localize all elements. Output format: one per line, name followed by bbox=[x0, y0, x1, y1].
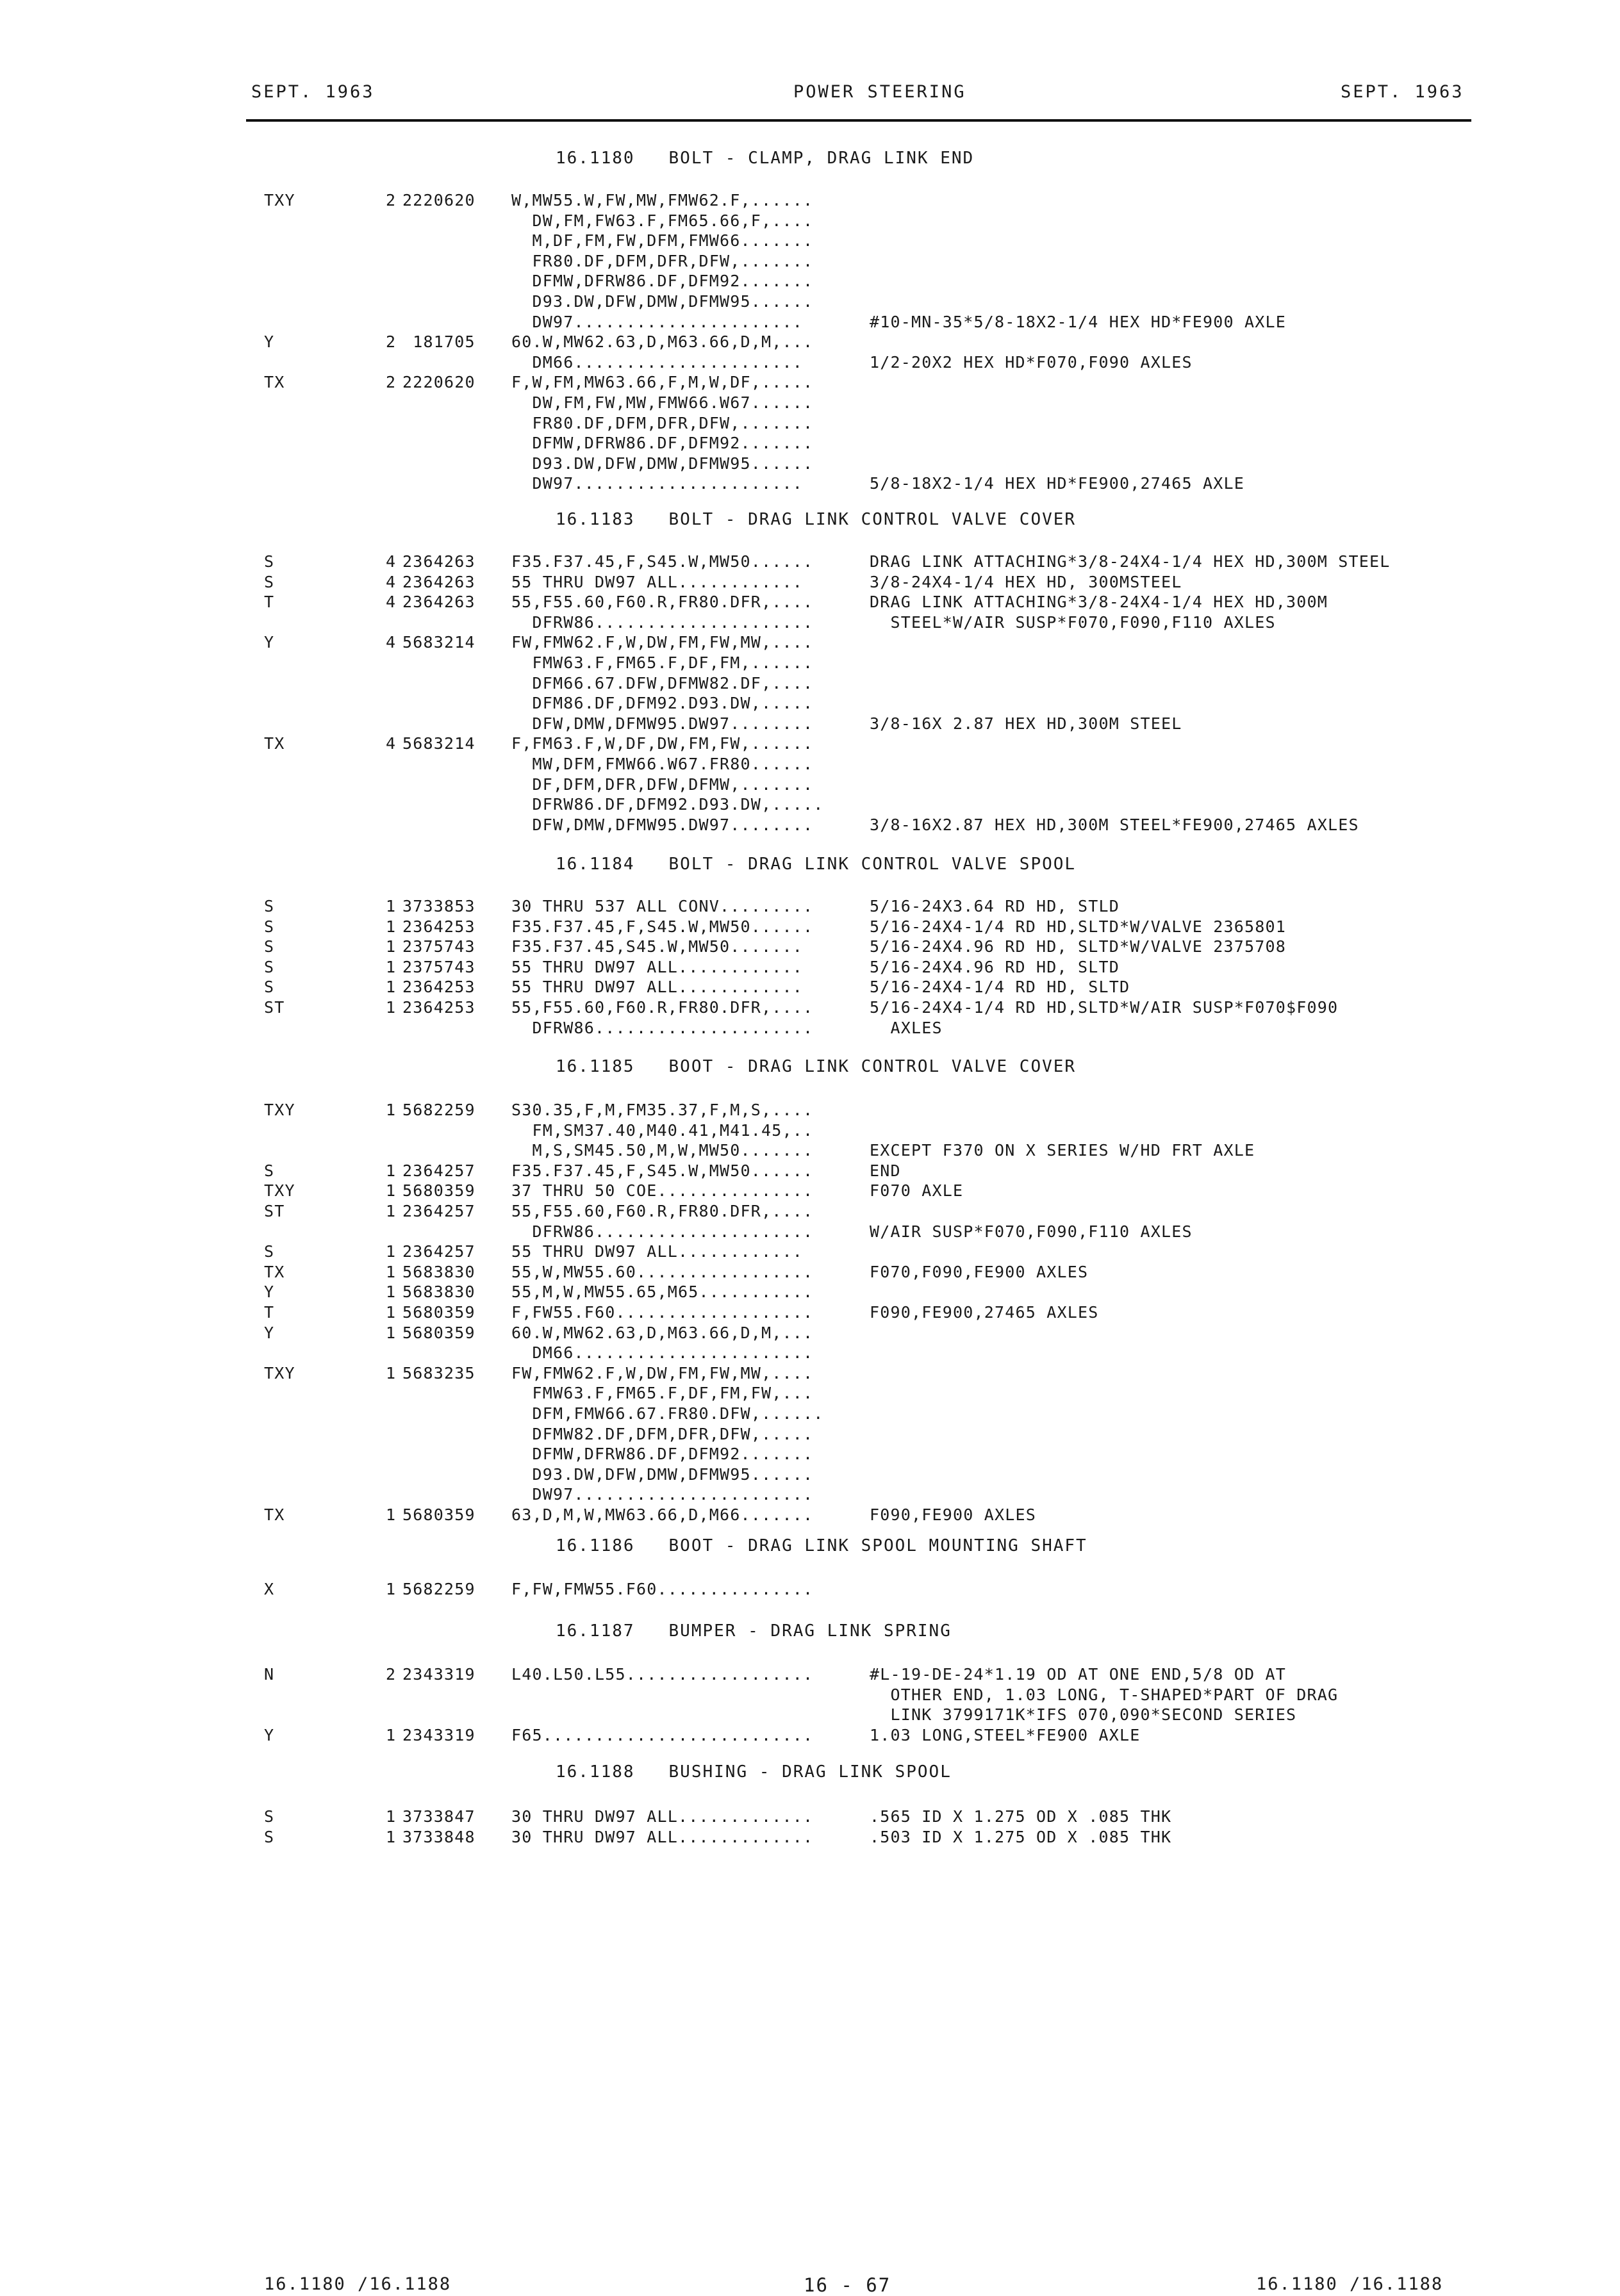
model-list: DFMW,DFRW86.DF,DFM92....... bbox=[511, 272, 814, 291]
part-number: 5683830 bbox=[402, 1262, 475, 1281]
parts-row bbox=[0, 714, 1620, 734]
parts-row bbox=[0, 775, 1620, 795]
model-list: DFRW86..................... bbox=[511, 612, 814, 632]
parts-row bbox=[0, 1828, 1620, 1848]
parts-row bbox=[0, 1364, 1620, 1384]
model-list: 55 THRU DW97 ALL............ bbox=[511, 957, 804, 976]
part-description: 5/16-24X3.64 RD HD, STLD bbox=[870, 897, 1120, 915]
model-list: DM66....................... bbox=[511, 1343, 814, 1363]
model-list: DFM86.DF,DFM92.D93.DW,..... bbox=[511, 694, 814, 713]
model-list: 30 THRU 537 ALL CONV......... bbox=[511, 897, 814, 915]
part-number: 3733853 bbox=[402, 897, 475, 915]
parts-row bbox=[0, 1384, 1620, 1404]
parts-row bbox=[0, 1181, 1620, 1201]
parts-row bbox=[0, 1580, 1620, 1600]
quantity: 1 bbox=[386, 1262, 397, 1281]
parts-row bbox=[0, 1465, 1620, 1485]
quantity: 1 bbox=[386, 1283, 397, 1302]
part-description: OTHER END, 1.03 LONG, T-SHAPED*PART OF DRAG bbox=[870, 1685, 1339, 1704]
section-title: 16.1186 BOOT - DRAG LINK SPOOL MOUNTING SHAFT bbox=[556, 1536, 1087, 1555]
part-number: 5680359 bbox=[402, 1505, 475, 1524]
part-description: 5/8-18X2-1/4 HEX HD*FE900,27465 AXLE bbox=[870, 474, 1245, 493]
model-list: M,DF,FM,FW,DFM,FMW66....... bbox=[511, 231, 814, 250]
quantity: 2 bbox=[386, 1665, 397, 1684]
model-list: FM,SM37.40,M40.41,M41.45,.. bbox=[511, 1120, 814, 1140]
usage-code: Y bbox=[264, 1283, 275, 1302]
model-list: FW,FMW62.F,W,DW,FM,FW,MW,.... bbox=[511, 1363, 814, 1382]
model-list: 30 THRU DW97 ALL............. bbox=[511, 1807, 814, 1826]
parts-row bbox=[0, 434, 1620, 454]
parts-row bbox=[0, 674, 1620, 694]
section-title: 16.1187 BUMPER - DRAG LINK SPRING bbox=[556, 1621, 952, 1641]
part-description: 1.03 LONG,STEEL*FE900 AXLE bbox=[870, 1725, 1141, 1744]
part-number: 2364253 bbox=[402, 998, 475, 1017]
part-description: 5/16-24X4.96 RD HD, SLTD*W/VALVE 2375708 bbox=[870, 937, 1287, 956]
parts-row bbox=[0, 272, 1620, 291]
parts-row bbox=[0, 1726, 1620, 1746]
model-list: 55 THRU DW97 ALL............ bbox=[511, 978, 804, 997]
quantity: 4 bbox=[386, 593, 397, 612]
header-date-left: SEPT. 1963 bbox=[251, 82, 375, 102]
parts-row bbox=[0, 937, 1620, 957]
parts-row bbox=[0, 1222, 1620, 1242]
part-description: F070,F090,FE900 AXLES bbox=[870, 1262, 1089, 1281]
model-list: 60.W,MW62.63,D,M63.66,D,M,... bbox=[511, 332, 814, 352]
part-description: EXCEPT F370 ON X SERIES W/HD FRT AXLE bbox=[870, 1141, 1255, 1160]
model-list: FR80.DF,DFM,DFR,DFW,....... bbox=[511, 251, 814, 270]
part-description: 5/16-24X4-1/4 RD HD,SLTD*W/AIR SUSP*F070$F090 bbox=[870, 998, 1339, 1017]
usage-code: Y bbox=[264, 633, 275, 652]
quantity: 1 bbox=[386, 1101, 397, 1119]
model-list: DFMW,DFRW86.DF,DFM92....... bbox=[511, 1445, 814, 1464]
quantity: 1 bbox=[386, 1181, 397, 1201]
model-list: F35.F37.45,F,S45.W,MW50...... bbox=[511, 917, 814, 936]
usage-code: N bbox=[264, 1665, 275, 1684]
part-description: .565 ID X 1.275 OD X .085 THK bbox=[870, 1807, 1172, 1826]
parts-row bbox=[0, 816, 1620, 835]
model-list: DM66...................... bbox=[511, 352, 804, 372]
usage-code: Y bbox=[264, 1725, 275, 1744]
model-list: F65.......................... bbox=[511, 1725, 814, 1744]
quantity: 4 bbox=[386, 633, 397, 652]
model-list: F,W,FM,MW63.66,F,M,W,DF,..... bbox=[511, 373, 814, 392]
model-list: F35.F37.45,F,S45.W,MW50...... bbox=[511, 552, 814, 571]
part-description: DRAG LINK ATTACHING*3/8-24X4-1/4 HEX HD,300M STEEL bbox=[870, 552, 1391, 571]
parts-row bbox=[0, 633, 1620, 653]
parts-row bbox=[0, 1263, 1620, 1283]
model-list: 55,W,MW55.60................. bbox=[511, 1262, 814, 1281]
quantity: 1 bbox=[386, 897, 397, 915]
part-number: 2364263 bbox=[402, 572, 475, 591]
usage-code: S bbox=[264, 978, 275, 997]
part-description: 5/16-24X4-1/4 RD HD, SLTD bbox=[870, 978, 1130, 997]
model-list: DW97....................... bbox=[511, 1485, 814, 1504]
quantity: 2 bbox=[386, 191, 397, 209]
usage-code: S bbox=[264, 1827, 275, 1846]
section-title: 16.1188 BUSHING - DRAG LINK SPOOL bbox=[556, 1762, 952, 1782]
part-number: 5683235 bbox=[402, 1363, 475, 1382]
model-list: 55,F55.60,F60.R,FR80.DFR,.... bbox=[511, 998, 814, 1017]
model-list: M,S,SM45.50,M,W,MW50....... bbox=[511, 1141, 814, 1160]
model-list: 55,F55.60,F60.R,FR80.DFR,.... bbox=[511, 1202, 814, 1220]
part-number: 2364257 bbox=[402, 1161, 475, 1180]
part-description: 3/8-16X 2.87 HEX HD,300M STEEL bbox=[870, 714, 1182, 733]
usage-code: TX bbox=[264, 734, 285, 753]
footer-range-right: 16.1180 /16.1188 bbox=[1256, 2274, 1444, 2294]
model-list: D93.DW,DFW,DMW,DFMW95...... bbox=[511, 1464, 814, 1484]
header-date-right: SEPT. 1963 bbox=[1341, 82, 1464, 102]
section-title: 16.1183 BOLT - DRAG LINK CONTROL VALVE COVER bbox=[556, 510, 1077, 529]
page-number: 16 - 67 bbox=[804, 2274, 891, 2296]
parts-row bbox=[0, 1101, 1620, 1120]
parts-row bbox=[0, 252, 1620, 272]
usage-code: S bbox=[264, 572, 275, 591]
usage-code: TXY bbox=[264, 1363, 295, 1382]
parts-row bbox=[0, 1485, 1620, 1505]
parts-row bbox=[0, 998, 1620, 1018]
model-list: F35.F37.45,S45.W,MW50....... bbox=[511, 937, 804, 956]
model-list: FMW63.F,FM65.F,DF,FM,...... bbox=[511, 653, 814, 672]
parts-row bbox=[0, 1283, 1620, 1302]
part-number: 181705 bbox=[402, 332, 475, 352]
parts-row bbox=[0, 1161, 1620, 1181]
part-number: 2364257 bbox=[402, 1202, 475, 1220]
quantity: 2 bbox=[386, 373, 397, 392]
parts-row bbox=[0, 1425, 1620, 1445]
part-description: END bbox=[870, 1161, 901, 1180]
usage-code: Y bbox=[264, 332, 275, 352]
model-list: DW97...................... bbox=[511, 312, 804, 331]
parts-row bbox=[0, 1665, 1620, 1685]
part-number: 5680359 bbox=[402, 1181, 475, 1201]
model-list: DFMW82.DF,DFM,DFR,DFW,..... bbox=[511, 1424, 814, 1443]
part-number: 2375743 bbox=[402, 937, 475, 956]
footer-range-left: 16.1180 /16.1188 bbox=[264, 2274, 452, 2294]
parts-row bbox=[0, 1141, 1620, 1161]
usage-code: TX bbox=[264, 373, 285, 392]
quantity: 1 bbox=[386, 1505, 397, 1524]
parts-row bbox=[0, 734, 1620, 754]
usage-code: S bbox=[264, 1161, 275, 1180]
quantity: 1 bbox=[386, 1202, 397, 1220]
model-list: 55 THRU DW97 ALL............ bbox=[511, 572, 804, 591]
model-list: DFRW86..................... bbox=[511, 1222, 814, 1241]
part-description: .503 ID X 1.275 OD X .085 THK bbox=[870, 1827, 1172, 1846]
model-list: DFM,FMW66.67.FR80.DFW,...... bbox=[511, 1404, 824, 1423]
usage-code: S bbox=[264, 917, 275, 936]
model-list: DFRW86..................... bbox=[511, 1018, 814, 1037]
usage-code: S bbox=[264, 1807, 275, 1826]
quantity: 1 bbox=[386, 1580, 397, 1598]
part-number: 2364253 bbox=[402, 978, 475, 997]
part-number: 2364253 bbox=[402, 917, 475, 936]
part-number: 2364257 bbox=[402, 1242, 475, 1261]
quantity: 1 bbox=[386, 1242, 397, 1261]
quantity: 1 bbox=[386, 1363, 397, 1382]
quantity: 4 bbox=[386, 734, 397, 753]
usage-code: TX bbox=[264, 1505, 285, 1524]
usage-code: S bbox=[264, 1242, 275, 1261]
model-list: DW,FM,FW63.F,FM65.66,F,.... bbox=[511, 211, 814, 230]
parts-row bbox=[0, 917, 1620, 937]
model-list: F,FM63.F,W,DF,DW,FM,FW,...... bbox=[511, 734, 814, 753]
usage-code: TXY bbox=[264, 1181, 295, 1201]
parts-row bbox=[0, 292, 1620, 312]
model-list: DF,DFM,DFR,DFW,DFMW,....... bbox=[511, 775, 814, 794]
part-description: 5/16-24X4.96 RD HD, SLTD bbox=[870, 957, 1120, 976]
model-list: FR80.DF,DFM,DFR,DFW,....... bbox=[511, 413, 814, 432]
model-list: DFW,DMW,DFMW95.DW97........ bbox=[511, 714, 814, 733]
usage-code: TX bbox=[264, 1262, 285, 1281]
part-number: 2364263 bbox=[402, 593, 475, 612]
parts-row bbox=[0, 1019, 1620, 1038]
parts-row bbox=[0, 231, 1620, 251]
part-number: 5682259 bbox=[402, 1580, 475, 1598]
usage-code: T bbox=[264, 1303, 275, 1322]
quantity: 2 bbox=[386, 332, 397, 352]
parts-row bbox=[0, 573, 1620, 593]
part-description: STEEL*W/AIR SUSP*F070,F090,F110 AXLES bbox=[870, 612, 1276, 632]
usage-code: S bbox=[264, 957, 275, 976]
usage-code: X bbox=[264, 1580, 275, 1598]
parts-row bbox=[0, 694, 1620, 714]
model-list: DFW,DMW,DFMW95.DW97........ bbox=[511, 815, 814, 834]
model-list: F,FW55.F60................... bbox=[511, 1303, 814, 1322]
model-list: 55 THRU DW97 ALL............ bbox=[511, 1242, 804, 1261]
part-number: 5680359 bbox=[402, 1303, 475, 1322]
model-list: 55,M,W,MW55.65,M65........... bbox=[511, 1283, 814, 1302]
part-description: LINK 3799171K*IFS 070,090*SECOND SERIES bbox=[870, 1705, 1297, 1725]
model-list: F35.F37.45,F,S45.W,MW50...... bbox=[511, 1161, 814, 1180]
part-number: 3733847 bbox=[402, 1807, 475, 1826]
quantity: 4 bbox=[386, 552, 397, 571]
part-description: #10-MN-35*5/8-18X2-1/4 HEX HD*FE900 AXLE bbox=[870, 312, 1287, 331]
part-description: DRAG LINK ATTACHING*3/8-24X4-1/4 HEX HD,300M bbox=[870, 593, 1328, 612]
model-list: D93.DW,DFW,DMW,DFMW95...... bbox=[511, 292, 814, 311]
quantity: 4 bbox=[386, 572, 397, 591]
model-list: DFRW86.DF,DFM92.D93.DW,..... bbox=[511, 795, 824, 814]
section-title: 16.1184 BOLT - DRAG LINK CONTROL VALVE SPOOL bbox=[556, 855, 1077, 874]
parts-row bbox=[0, 1324, 1620, 1343]
parts-row bbox=[0, 474, 1620, 494]
part-number: 5683214 bbox=[402, 633, 475, 652]
parts-row bbox=[0, 613, 1620, 633]
model-list: 37 THRU 50 COE............... bbox=[511, 1181, 814, 1201]
quantity: 1 bbox=[386, 998, 397, 1017]
part-number: 2220620 bbox=[402, 191, 475, 209]
model-list: DW97...................... bbox=[511, 474, 804, 493]
parts-row bbox=[0, 211, 1620, 231]
model-list: L40.L50.L55.................. bbox=[511, 1665, 814, 1684]
model-list: FMW63.F,FM65.F,DF,FM,FW,... bbox=[511, 1384, 814, 1403]
usage-code: T bbox=[264, 593, 275, 612]
parts-row bbox=[0, 653, 1620, 673]
model-list: F,FW,FMW55.F60............... bbox=[511, 1580, 814, 1598]
quantity: 1 bbox=[386, 1807, 397, 1826]
model-list: DW,FM,FW,MW,FMW66.W67...... bbox=[511, 393, 814, 412]
part-number: 5682259 bbox=[402, 1101, 475, 1119]
section-title: 16.1180 BOLT - CLAMP, DRAG LINK END bbox=[556, 149, 975, 168]
parts-row bbox=[0, 897, 1620, 917]
parts-row bbox=[0, 755, 1620, 775]
quantity: 1 bbox=[386, 1303, 397, 1322]
quantity: 1 bbox=[386, 1827, 397, 1846]
section-title: 16.1185 BOOT - DRAG LINK CONTROL VALVE COVER bbox=[556, 1057, 1077, 1076]
part-description: 3/8-24X4-1/4 HEX HD, 300MSTEEL bbox=[870, 572, 1182, 591]
model-list: D93.DW,DFW,DMW,DFMW95...... bbox=[511, 454, 814, 473]
parts-row bbox=[0, 795, 1620, 815]
part-description: 5/16-24X4-1/4 RD HD,SLTD*W/VALVE 2365801 bbox=[870, 917, 1287, 936]
quantity: 1 bbox=[386, 1323, 397, 1342]
model-list: MW,DFM,FMW66.W67.FR80...... bbox=[511, 755, 814, 773]
parts-row bbox=[0, 1505, 1620, 1525]
model-list: FW,FMW62.F,W,DW,FM,FW,MW,.... bbox=[511, 633, 814, 652]
usage-code: S bbox=[264, 552, 275, 571]
part-number: 2364263 bbox=[402, 552, 475, 571]
parts-row bbox=[0, 1121, 1620, 1141]
quantity: 1 bbox=[386, 937, 397, 956]
quantity: 1 bbox=[386, 1725, 397, 1744]
part-description: F070 AXLE bbox=[870, 1181, 964, 1201]
parts-row bbox=[0, 332, 1620, 352]
parts-row bbox=[0, 1807, 1620, 1827]
parts-row bbox=[0, 393, 1620, 413]
part-number: 5683830 bbox=[402, 1283, 475, 1302]
part-number: 2375743 bbox=[402, 957, 475, 976]
parts-row bbox=[0, 191, 1620, 211]
parts-row bbox=[0, 552, 1620, 572]
part-number: 5680359 bbox=[402, 1323, 475, 1342]
parts-row bbox=[0, 1685, 1620, 1705]
part-description: AXLES bbox=[870, 1018, 943, 1037]
parts-row bbox=[0, 454, 1620, 474]
model-list: 63,D,M,W,MW63.66,D,M66....... bbox=[511, 1505, 814, 1524]
usage-code: S bbox=[264, 937, 275, 956]
part-description: W/AIR SUSP*F070,F090,F110 AXLES bbox=[870, 1222, 1193, 1241]
parts-row bbox=[0, 414, 1620, 434]
parts-row bbox=[0, 1343, 1620, 1363]
parts-row bbox=[0, 1242, 1620, 1262]
parts-row bbox=[0, 958, 1620, 978]
part-description: F090,FE900 AXLES bbox=[870, 1505, 1037, 1524]
part-description: F090,FE900,27465 AXLES bbox=[870, 1303, 1099, 1322]
part-description: 1/2-20X2 HEX HD*F070,F090 AXLES bbox=[870, 352, 1193, 372]
model-list: DFM66.67.DFW,DFMW82.DF,.... bbox=[511, 673, 814, 693]
part-number: 2220620 bbox=[402, 373, 475, 392]
parts-row bbox=[0, 1404, 1620, 1424]
header-title: POWER STEERING bbox=[793, 82, 966, 102]
usage-code: ST bbox=[264, 998, 285, 1017]
parts-row bbox=[0, 978, 1620, 997]
quantity: 1 bbox=[386, 957, 397, 976]
model-list: S30.35,F,M,FM35.37,F,M,S,.... bbox=[511, 1101, 814, 1119]
model-list: DFMW,DFRW86.DF,DFM92....... bbox=[511, 434, 814, 453]
part-number: 2343319 bbox=[402, 1665, 475, 1684]
usage-code: Y bbox=[264, 1323, 275, 1342]
usage-code: TXY bbox=[264, 191, 295, 209]
part-description: #L-19-DE-24*1.19 OD AT ONE END,5/8 OD AT bbox=[870, 1665, 1287, 1684]
model-list: 30 THRU DW97 ALL............. bbox=[511, 1827, 814, 1846]
quantity: 1 bbox=[386, 978, 397, 997]
model-list: 55,F55.60,F60.R,FR80.DFR,.... bbox=[511, 593, 814, 612]
part-number: 5683214 bbox=[402, 734, 475, 753]
parts-row bbox=[0, 1705, 1620, 1725]
parts-row bbox=[0, 353, 1620, 373]
usage-code: TXY bbox=[264, 1101, 295, 1119]
parts-row bbox=[0, 1445, 1620, 1464]
parts-row bbox=[0, 593, 1620, 612]
part-number: 2343319 bbox=[402, 1725, 475, 1744]
part-description: 3/8-16X2.87 HEX HD,300M STEEL*FE900,27465 AXLES bbox=[870, 815, 1359, 834]
model-list: 60.W,MW62.63,D,M63.66,D,M,... bbox=[511, 1323, 814, 1342]
part-number: 3733848 bbox=[402, 1827, 475, 1846]
usage-code: S bbox=[264, 897, 275, 915]
quantity: 1 bbox=[386, 1161, 397, 1180]
model-list: W,MW55.W,FW,MW,FMW62.F,...... bbox=[511, 191, 814, 209]
quantity: 1 bbox=[386, 917, 397, 936]
parts-row bbox=[0, 1202, 1620, 1222]
parts-row bbox=[0, 313, 1620, 332]
parts-row bbox=[0, 373, 1620, 393]
usage-code: ST bbox=[264, 1202, 285, 1220]
parts-row bbox=[0, 1303, 1620, 1323]
